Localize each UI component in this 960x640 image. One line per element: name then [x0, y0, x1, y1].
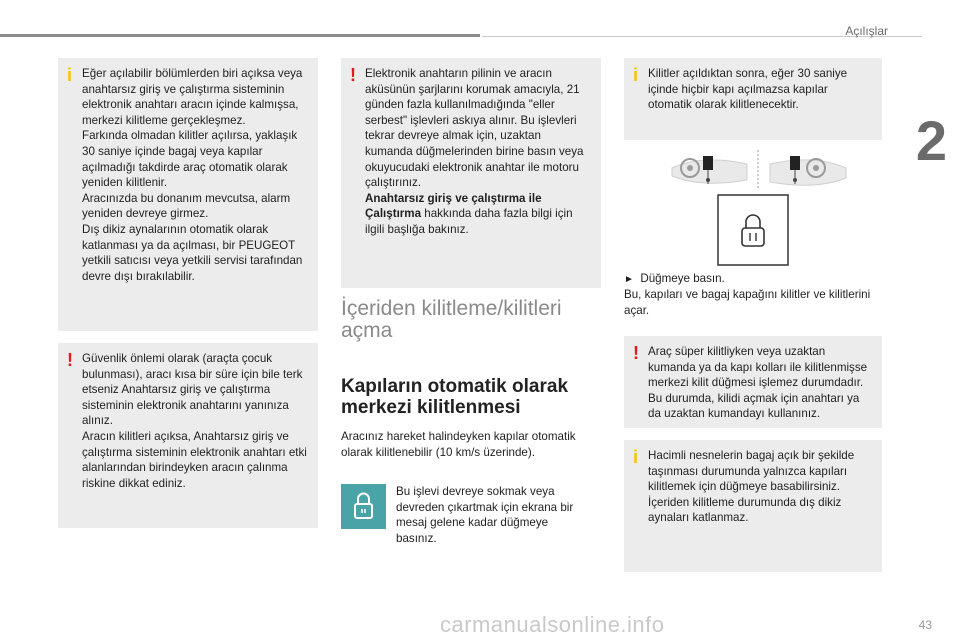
step-text: Düğmeye basın.	[640, 272, 725, 285]
auto-lock-paragraph: Aracınız hareket halindeyken kapılar otomatik olarak kilitlenebilir (10 km/s üzerinde).	[341, 430, 576, 459]
warning-icon: !	[350, 65, 356, 85]
warning-text-tail: hakkında daha fazla bilgi için ilgili başlığa bakınız.	[365, 207, 573, 236]
info-box-right-top	[624, 58, 882, 140]
chapter-number: 2	[915, 109, 948, 172]
page-number: 43	[918, 618, 932, 632]
info-box-right-bottom	[624, 440, 882, 572]
section-heading: İçeriden kilitleme/kilitleri açma	[341, 297, 562, 342]
step-bullet-icon: ►	[624, 274, 634, 285]
warning-box-middle-text	[365, 66, 591, 238]
central-lock-button	[341, 484, 386, 529]
step-row	[624, 271, 882, 288]
section-title: Açılışlar	[845, 24, 888, 38]
dashboard-illustration-svg	[670, 150, 850, 270]
warning-icon: !	[67, 350, 73, 370]
button-instruction: Bu işlevi devreye sokmak veya devreden çıkartmak için ekrana bir mesaj gelene kadar düğmeye basınız.	[396, 485, 574, 545]
warning-box-left	[58, 343, 318, 528]
info-icon: i	[67, 65, 73, 85]
info-box-left-text: Eğer açılabilir bölümlerden biri açıksa veya anahtarsız giriş ve çalıştırma sisteminin elektronik anahtarı aracın içinde kalmışsa, merkezi kilitleme gerçekleşmez. Farkında olmadan kilitler açılırsa, yaklaşık 30 saniye içinde bagaj veya kapılar açılmadığı takdirde araç otomatik olarak yeniden kilitlenir. Aracınızda bu donanım mevcutsa, alarm yeniden devreye girmez. Dış dikiz aynalarının otomatik olarak katlanması ya da açılması, bir PEUGEOT yetkili satıcısı veya yetkili servisi tarafından devre dışı bırakılabilir.	[82, 67, 303, 283]
watermark: carmanualsonline.info	[440, 612, 665, 637]
warning-box-left-text: Güvenlik önlemi olarak (araçta çocuk bulunması), aracı kısa bir süre için bile terk etseniz Anahtarsız giriş ve çalıştırma sisteminin elektronik anahtarını yanınıza alınız. Aracın kilitleri açıksa, Anahtarsız giriş ve çalıştırma sisteminin elektronik anahtarı etki alanlarından birindeyken aracın çalınma riskine dikkat ediniz.	[82, 352, 307, 490]
dashboard-button-illustration	[670, 150, 850, 270]
warning-box-right-text: Araç süper kilitliyken veya uzaktan kumanda ya da kapı kolları ile kilitlenmişse merkezi kilit düğmesi işlemez durumdadır. Bu durumda, kilidi açmak için anahtarı ya da uzaktan kumandayı kullanınız.	[648, 345, 868, 421]
subsection-heading: Kapıların otomatik olarak merkezi kilitlenmesi	[341, 376, 569, 418]
header-rule-dark	[0, 34, 480, 37]
info-box-right-bottom-text: Hacimli nesnelerin bagaj açık bir şekilde taşınması durumunda yalnızca kapıları kilitlemek için düğmeye basabilirsiniz. İçeriden kilitleme durumunda dış dikiz aynaları katlanmaz.	[648, 449, 855, 525]
warning-text-bold: Anahtarsız giriş ve çalıştırma ile Çalıştırma	[365, 191, 542, 221]
padlock-icon	[341, 484, 386, 529]
warning-text-main: Elektronik anahtarın pilinin ve aracın aküsünün şarjlarını korumak amacıyla, 21 günden fazla kullanılmadığında "eller serbest" işlevleri askıya alınır. Bu işlevleri tekrar devreye almak için, uzaktan kumanda düğmelerinden birine basın veya okuyucudaki elektronik anahtar ile motoru çalıştırınız.	[365, 67, 584, 190]
warning-icon: !	[633, 343, 639, 363]
lock-paragraph: Bu, kapıları ve bagaj kapağını kilitler ve kilitlerini açar.	[624, 288, 871, 317]
info-box-right-top-text: Kilitler açıldıktan sonra, eğer 30 saniye içinde hiçbir kapı açılmazsa kapılar otomatik olarak kilitlenecektir.	[648, 67, 848, 112]
warning-box-right	[624, 336, 882, 428]
info-icon: i	[633, 447, 639, 467]
warning-box-middle	[341, 58, 601, 288]
info-icon: i	[633, 65, 639, 85]
info-box-left	[58, 58, 318, 331]
